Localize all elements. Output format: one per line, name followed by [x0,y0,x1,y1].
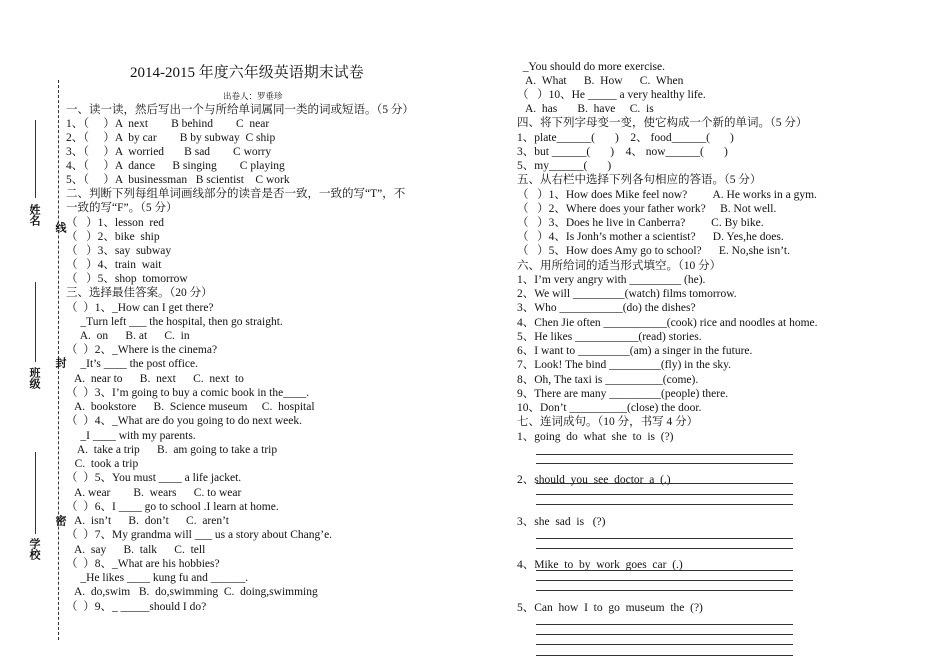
section-4-heading: 四、将下列字母变一变，使它构成一个新的单词。（5 分） [517,117,808,129]
school-label: 学校 [28,538,40,560]
question-line: （ ）2、_Where is the cinema? [66,344,218,356]
section-5-heading: 五、从右栏中选择下列各句相应的答语。（5 分） [517,174,762,186]
question-line: 3、but ______( ) 4、 now______( ) [517,146,728,158]
question-line: _He likes ____ kung fu and ______. [66,572,249,584]
question-line: （ ）3、Does he live in Canberra? C. By bike. [517,217,764,229]
question-line: （ ）9、_ _____should I do? [66,601,207,613]
question-line: 1、（ ）A next B behind C near [66,118,270,130]
question-line: （ ）3、I’m going to buy a comic book in the____. [66,387,310,399]
question-line: 5、（ ）A businessman B scientist C work [66,174,290,186]
question-line: （ ）5、How does Amy go to school? E. No,she isn’t. [517,245,790,257]
section-2-heading: 二、判断下列每组单词画线部分的读音是否一致，一致的写“T”，不 [66,188,406,200]
option-line: A. near to B. next C. next to [66,373,244,385]
question-line: （ ）4、_What are do you going to do next week. [66,415,303,427]
writing-line [536,570,793,571]
question-line: 5、He likes ___________(read) stories. [517,331,702,343]
question-line: 2、We will _________(watch) films tomorrow. [517,288,737,300]
writing-line [536,538,793,539]
option-line: A. bookstore B. Science museum C. hospital [66,401,315,413]
xian-label: 线 [54,222,66,233]
question-line: （ ）10、He _____ a very healthy life. [517,89,706,101]
question-line: 1、I’m very angry with _________ (he). [517,274,706,286]
question-line: （ ）1、How does Mike feel now? A. He works in a gym. [517,189,817,201]
question-line: 2、should you see doctor a (.) [517,474,671,486]
class-label: 班级 [28,367,40,389]
option-line: A. say B. talk C. tell [66,544,206,556]
question-line: （ ）5、You must ____ a life jacket. [66,472,242,484]
section-7-heading: 七、连词成句。（10 分，书写 4 分） [517,416,699,428]
section-3-heading: 三、选择最佳答案。（20 分） [66,287,213,299]
answer-line: _You should do more exercise. [517,61,665,73]
mi-label: 密 [54,515,66,526]
question-line: 5、my______( ) [517,160,612,172]
option-line: C. took a trip [66,458,139,470]
writing-line [536,655,793,656]
question-line: （ ）8、_What are his hobbies? [66,558,220,570]
question-line: 3、Who ___________(do) the dishes? [517,302,696,314]
question-line: 7、Look! The bind _________(fly) in the sky. [517,359,732,371]
question-line: 4、（ ）A dance B singing C playing [66,160,285,172]
writing-line [536,644,793,645]
question-line: 6、I want to _________(am) a singer in the future. [517,345,753,357]
writing-line [536,590,793,591]
question-line: 3、（ ）A worried B sad C worry [66,146,272,158]
option-line: A. do,swim B. do,swimming C. doing,swimming [66,586,318,598]
section-1-heading: 一、读一读，然后写出一个与所给单词属同一类的词或短语。（5 分） [66,104,414,116]
writing-line [536,494,793,495]
section-2-heading-cont: 一致的写“F”。（5 分） [66,202,178,214]
writing-line [536,454,793,455]
option-line: A. What B. How C. When [517,75,684,87]
question-line: （ ）1、_How can I get there? [66,302,214,314]
question-line: 1、plate______( ) 2、 food______( ) [517,132,734,144]
question-line: _Turn left ___ the hospital, then go straight. [66,316,283,328]
question-line: （ ）2、Where does your father work? B. Not well. [517,203,777,215]
question-line: （ ）7、My grandma will ___ us a story about Chang’e. [66,529,333,541]
binding-margin [0,0,66,671]
question-line: （ ）4、train wait [66,259,162,271]
question-line: 8、Oh, The taxi is __________(come). [517,374,699,386]
question-line: （ ）5、shop tomorrow [66,273,188,285]
option-line: A. on B. at C. in [66,330,190,342]
question-line: 10、Don’t __________(close) the door. [517,402,702,414]
writing-line [536,548,793,549]
exam-title: 2014-2015 年度六年级英语期末试卷 [130,65,364,81]
writing-line [536,483,793,484]
writing-line [536,634,793,635]
question-line: （ ）6、I ____ go to school .I learn at home. [66,501,279,513]
question-line: 2、（ ）A by car B by subway C ship [66,132,276,144]
name-blank [35,120,36,198]
writing-line [536,463,793,464]
name-label: 姓名 [28,204,40,226]
option-line: A. wear B. wears C. to wear [66,487,242,499]
option-line: A. has B. have C. is [517,103,654,115]
question-line: （ ）2、bike ship [66,231,160,243]
class-blank [35,282,36,362]
question-line: _I ____ with my parents. [66,430,196,442]
option-line: A. isn’t B. don’t C. aren’t [66,515,229,527]
section-6-heading: 六、用所给词的适当形式填空。（10 分） [517,260,722,272]
option-line: A. take a trip B. am going to take a trip [66,444,278,456]
exam-author: 出卷人：罗垂珍 [223,91,283,101]
question-line: （ ）4、Is Jonh’s mother a scientist? D. Yes,he does. [517,231,784,243]
question-line: （ ）1、lesson red [66,217,165,229]
question-line: 3、she sad is (?) [517,516,606,528]
question-line: _It’s ____ the post office. [66,358,199,370]
question-line: 4、Mike to by work goes car (.) [517,559,683,571]
writing-line [536,504,793,505]
feng-label: 封 [54,357,66,368]
question-line: 9、There are many _________(people) there. [517,388,729,400]
question-line: 5、Can how I to go museum the (?) [517,602,703,614]
school-blank [35,452,36,534]
writing-line [536,580,793,581]
question-line: 4、Chen Jie often ___________(cook) rice and noodles at home. [517,317,818,329]
question-line: 1、going do what she to is (?) [517,431,674,443]
question-line: （ ）3、say subway [66,245,172,257]
writing-line [536,624,793,625]
